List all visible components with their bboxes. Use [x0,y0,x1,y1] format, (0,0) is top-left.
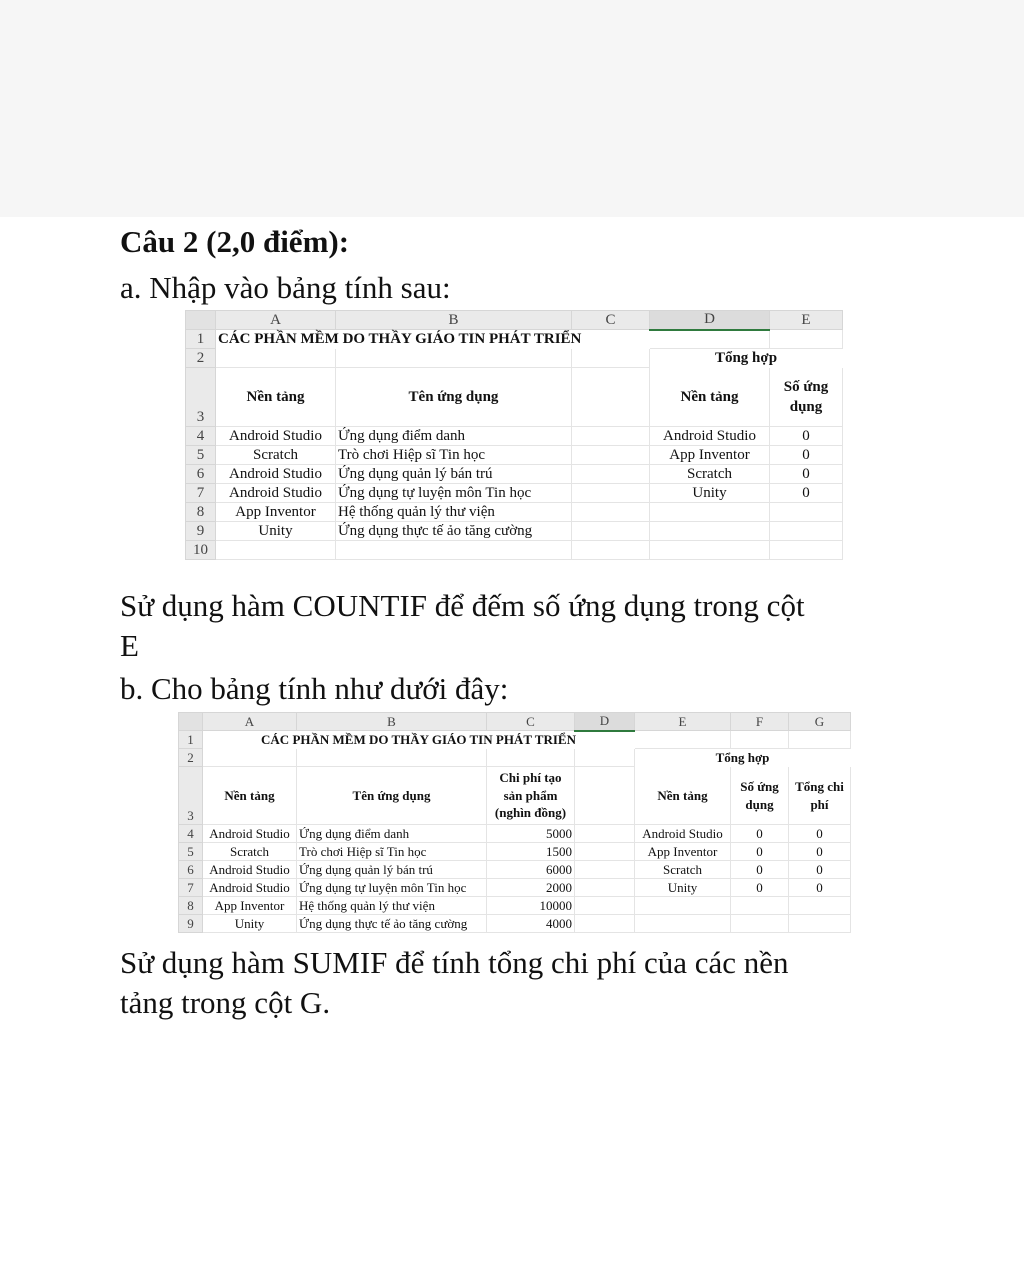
row-number[interactable]: 5 [186,446,216,465]
summary-platform-cell[interactable]: Android Studio [650,427,770,446]
row-number[interactable]: 8 [179,897,203,915]
cell[interactable] [572,368,650,427]
app-name-cell[interactable]: Hệ thống quản lý thư viện [336,503,572,522]
sheet-row [179,897,851,915]
column-header-d[interactable]: D [575,713,635,731]
header-platform[interactable]: Nền tảng [216,368,336,427]
cell[interactable] [572,465,650,484]
sumif-line-2: tảng trong cột G. [120,985,331,1020]
cell[interactable] [336,349,572,368]
cell[interactable] [770,330,843,349]
app-name-cell[interactable]: Trò chơi Hiệp sĩ Tin học [297,843,487,861]
app-name-cell[interactable]: Hệ thống quản lý thư viện [297,897,487,915]
cost-cell[interactable]: 6000 [487,861,575,879]
app-count-cell[interactable]: 0 [770,446,843,465]
row-number[interactable]: 1 [179,731,203,749]
total-cost-cell[interactable]: 0 [789,843,851,861]
cell[interactable] [731,731,789,749]
cell[interactable] [575,915,635,933]
app-name-cell[interactable]: Ứng dụng tự luyện môn Tin học [297,879,487,897]
column-header-a[interactable]: A [216,311,336,330]
cost-cell[interactable]: 4000 [487,915,575,933]
cell[interactable] [789,897,851,915]
platform-cell[interactable]: App Inventor [216,503,336,522]
cell[interactable] [770,541,843,560]
cell[interactable] [572,503,650,522]
platform-cell[interactable]: Android Studio [216,465,336,484]
column-header-e[interactable]: E [770,311,843,330]
header-app-count[interactable]: Số ứng dụng [731,767,789,825]
spreadsheet-b [178,712,851,933]
app-name-cell[interactable]: Ứng dụng quản lý bán trú [336,465,572,484]
spreadsheet-a [185,310,843,560]
row-number[interactable]: 3 [179,767,203,825]
sheet-row [186,446,843,465]
platform-cell[interactable]: App Inventor [203,897,297,915]
summary-platform-cell[interactable]: App Inventor [635,843,731,861]
cell[interactable] [572,446,650,465]
sheet-row [179,843,851,861]
cell[interactable] [635,731,731,749]
column-header-a[interactable]: A [203,713,297,731]
column-header-row [179,713,851,731]
app-name-cell[interactable]: Ứng dụng quản lý bán trú [297,861,487,879]
sheet-row [179,749,851,767]
sumif-instruction [120,943,789,1023]
cell[interactable] [575,843,635,861]
countif-instruction [120,586,805,666]
app-count-cell[interactable]: 0 [731,879,789,897]
cell[interactable] [789,731,851,749]
app-name-cell[interactable]: Trò chơi Hiệp sĩ Tin học [336,446,572,465]
platform-cell[interactable]: Android Studio [203,825,297,843]
summary-platform-cell[interactable]: Android Studio [635,825,731,843]
cost-cell[interactable]: 5000 [487,825,575,843]
cell[interactable] [650,330,770,349]
header-total-cost[interactable]: Tổng chi phí [789,767,851,825]
app-count-cell[interactable]: 0 [731,843,789,861]
sheet-row [186,427,843,446]
sumif-line-1: Sử dụng hàm SUMIF để tính tổng chi phí của các nền [120,945,789,980]
sheet-header-row [186,368,843,427]
app-count-cell[interactable]: 0 [770,484,843,503]
summary-title[interactable]: Tổng hợp [714,349,778,366]
cell[interactable] [575,879,635,897]
header-summary-platform[interactable]: Nền tảng [650,368,770,427]
part-a-instruction: a. Nhập vào bảng tính sau: [120,270,451,305]
header-app-name[interactable]: Tên ứng dụng [336,368,572,427]
cell[interactable] [650,503,770,522]
header-cost[interactable]: Chi phí tạo sản phẩm (nghìn đồng) [487,767,575,825]
top-blank-band [0,0,1024,217]
cost-cell[interactable]: 10000 [487,897,575,915]
app-name-cell[interactable]: Ứng dụng thực tế ảo tăng cường [336,522,572,541]
part-b-instruction: b. Cho bảng tính như dưới đây: [120,671,509,706]
row-number[interactable]: 2 [179,749,203,767]
row-number[interactable]: 5 [179,843,203,861]
cell[interactable] [575,749,635,767]
summary-platform-cell[interactable]: Unity [650,484,770,503]
app-count-cell[interactable]: 0 [731,825,789,843]
column-header-b[interactable]: B [336,311,572,330]
summary-title[interactable]: Tổng hợp [715,749,770,765]
row-number[interactable]: 1 [186,330,216,349]
sheet-row [179,825,851,843]
question-heading: Câu 2 (2,0 điểm): [120,224,350,259]
summary-platform-cell[interactable]: Scratch [635,861,731,879]
cell[interactable] [203,749,297,767]
cell[interactable] [487,749,575,767]
cell[interactable] [297,749,487,767]
cell[interactable] [216,349,336,368]
cell[interactable] [572,427,650,446]
platform-cell[interactable]: Unity [216,522,336,541]
row-number[interactable]: 6 [179,861,203,879]
column-header-row [186,311,843,330]
cell[interactable] [575,861,635,879]
header-platform[interactable]: Nền tảng [203,767,297,825]
summary-platform-cell[interactable]: App Inventor [650,446,770,465]
header-summary-platform[interactable]: Nền tảng [635,767,731,825]
app-name-cell[interactable]: Ứng dụng điểm danh [297,825,487,843]
column-header-g[interactable]: G [789,713,851,731]
sheet-row [179,861,851,879]
row-number[interactable]: 4 [186,427,216,446]
total-cost-cell[interactable]: 0 [789,861,851,879]
sheet-title[interactable]: CÁC PHẦN MỀM DO THẦY GIÁO TIN PHÁT TRIỂN [218,330,582,347]
cell[interactable] [635,897,731,915]
row-number[interactable]: 3 [186,368,216,427]
summary-platform-cell[interactable]: Unity [635,879,731,897]
cell[interactable] [731,915,789,933]
row-number[interactable]: 9 [186,522,216,541]
row-number[interactable]: 7 [179,879,203,897]
cell[interactable] [572,349,650,368]
header-app-count[interactable]: Số ứng dụng [770,368,843,427]
sheet-title[interactable]: CÁC PHẦN MỀM DO THẦY GIÁO TIN PHÁT TRIỂN [261,731,576,747]
row-number[interactable]: 8 [186,503,216,522]
app-count-cell[interactable]: 0 [770,465,843,484]
sheet-row [186,503,843,522]
platform-cell[interactable]: Android Studio [216,427,336,446]
column-header-f[interactable]: F [731,713,789,731]
select-all-corner[interactable] [186,311,216,330]
cell[interactable] [575,897,635,915]
app-count-cell[interactable]: 0 [731,861,789,879]
cell[interactable] [770,503,843,522]
sheet-header-row [179,767,851,825]
column-header-e[interactable]: E [635,713,731,731]
header-app-name[interactable]: Tên ứng dụng [297,767,487,825]
sheet-row [186,484,843,503]
cell[interactable] [572,541,650,560]
row-number[interactable]: 4 [179,825,203,843]
column-header-d[interactable]: D [650,311,770,330]
row-number[interactable]: 9 [179,915,203,933]
column-header-b[interactable]: B [297,713,487,731]
app-name-cell[interactable]: Ứng dụng điểm danh [336,427,572,446]
cell[interactable] [650,541,770,560]
cell[interactable] [572,484,650,503]
total-cost-cell[interactable]: 0 [789,825,851,843]
row-number[interactable]: 7 [186,484,216,503]
cell[interactable] [336,541,572,560]
cell[interactable] [650,522,770,541]
platform-cell[interactable]: Unity [203,915,297,933]
cell[interactable] [216,541,336,560]
cost-cell[interactable]: 2000 [487,879,575,897]
cost-cell[interactable]: 1500 [487,843,575,861]
row-number[interactable]: 6 [186,465,216,484]
app-name-cell[interactable]: Ứng dụng tự luyện môn Tin học [336,484,572,503]
sheet-row [186,541,843,560]
cell[interactable] [789,915,851,933]
row-number[interactable]: 10 [186,541,216,560]
cell[interactable] [572,522,650,541]
app-name-cell[interactable]: Ứng dụng thực tế ảo tăng cường [297,915,487,933]
cell[interactable] [575,825,635,843]
platform-cell[interactable]: Scratch [216,446,336,465]
app-count-cell[interactable]: 0 [770,427,843,446]
column-header-c[interactable]: C [572,311,650,330]
select-all-corner[interactable] [179,713,203,731]
platform-cell[interactable]: Android Studio [216,484,336,503]
platform-cell[interactable]: Android Studio [203,861,297,879]
countif-line-2: E [120,628,139,663]
column-header-c[interactable]: C [487,713,575,731]
cell[interactable] [635,915,731,933]
cell[interactable] [575,767,635,825]
platform-cell[interactable]: Scratch [203,843,297,861]
sheet-row [186,522,843,541]
sheet-row [179,879,851,897]
countif-line-1: Sử dụng hàm COUNTIF để đếm số ứng dụng trong cột [120,588,805,623]
sheet-row [186,465,843,484]
sheet-row [186,330,843,349]
sheet-row [186,349,843,368]
cell[interactable] [770,522,843,541]
summary-platform-cell[interactable]: Scratch [650,465,770,484]
sheet-row [179,731,851,749]
sheet-row [179,915,851,933]
total-cost-cell[interactable]: 0 [789,879,851,897]
cell[interactable] [731,897,789,915]
platform-cell[interactable]: Android Studio [203,879,297,897]
row-number[interactable]: 2 [186,349,216,368]
